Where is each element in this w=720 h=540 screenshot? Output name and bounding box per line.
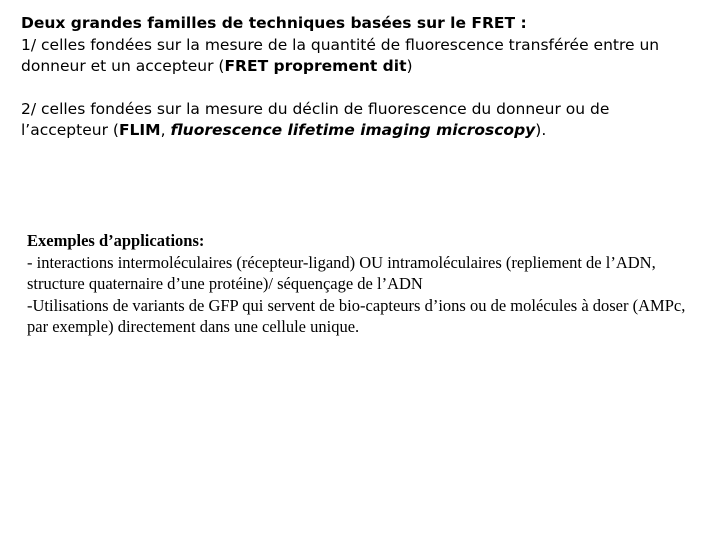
technique-flim-end: ). <box>535 121 547 139</box>
technique-fret-text: 1/ celles fondées sur la mesure de la quantité de fluorescence transférée entre un donneur et un accepteur ( <box>21 35 660 75</box>
applications-heading: Exemples d’applications: <box>27 231 205 250</box>
section-title: Deux grandes familles de techniques basées sur le FRET : <box>21 14 527 32</box>
technique-flim <box>21 99 701 142</box>
applications-section <box>27 230 707 338</box>
technique-flim-name: FLIM <box>118 121 161 139</box>
technique-flim-sep: , <box>160 121 171 139</box>
technique-fret <box>21 35 701 78</box>
application-interactions: - interactions intermoléculaires (récepteur-ligand) OU intramoléculaires (repliement de l’ADN, structure quaternaire d’une protéine)/ séquençage de l’ADN <box>27 252 656 294</box>
technique-fret-end: ) <box>406 57 413 75</box>
fret-techniques-section <box>21 13 701 142</box>
technique-flim-text: 2/ celles fondées sur la mesure du déclin de fluorescence du donneur ou de l’accepteur ( <box>21 99 610 139</box>
application-gfp-biosensors: -Utilisations de variants de GFP qui servent de bio-capteurs d’ions ou de molécules à doser (AMPc, par exemple) directement dans une cellule unique. <box>27 295 686 337</box>
spacer <box>21 78 701 99</box>
technique-fret-name: FRET proprement dit <box>224 57 407 75</box>
technique-flim-expansion: fluorescence lifetime imaging microscopy <box>170 121 536 139</box>
